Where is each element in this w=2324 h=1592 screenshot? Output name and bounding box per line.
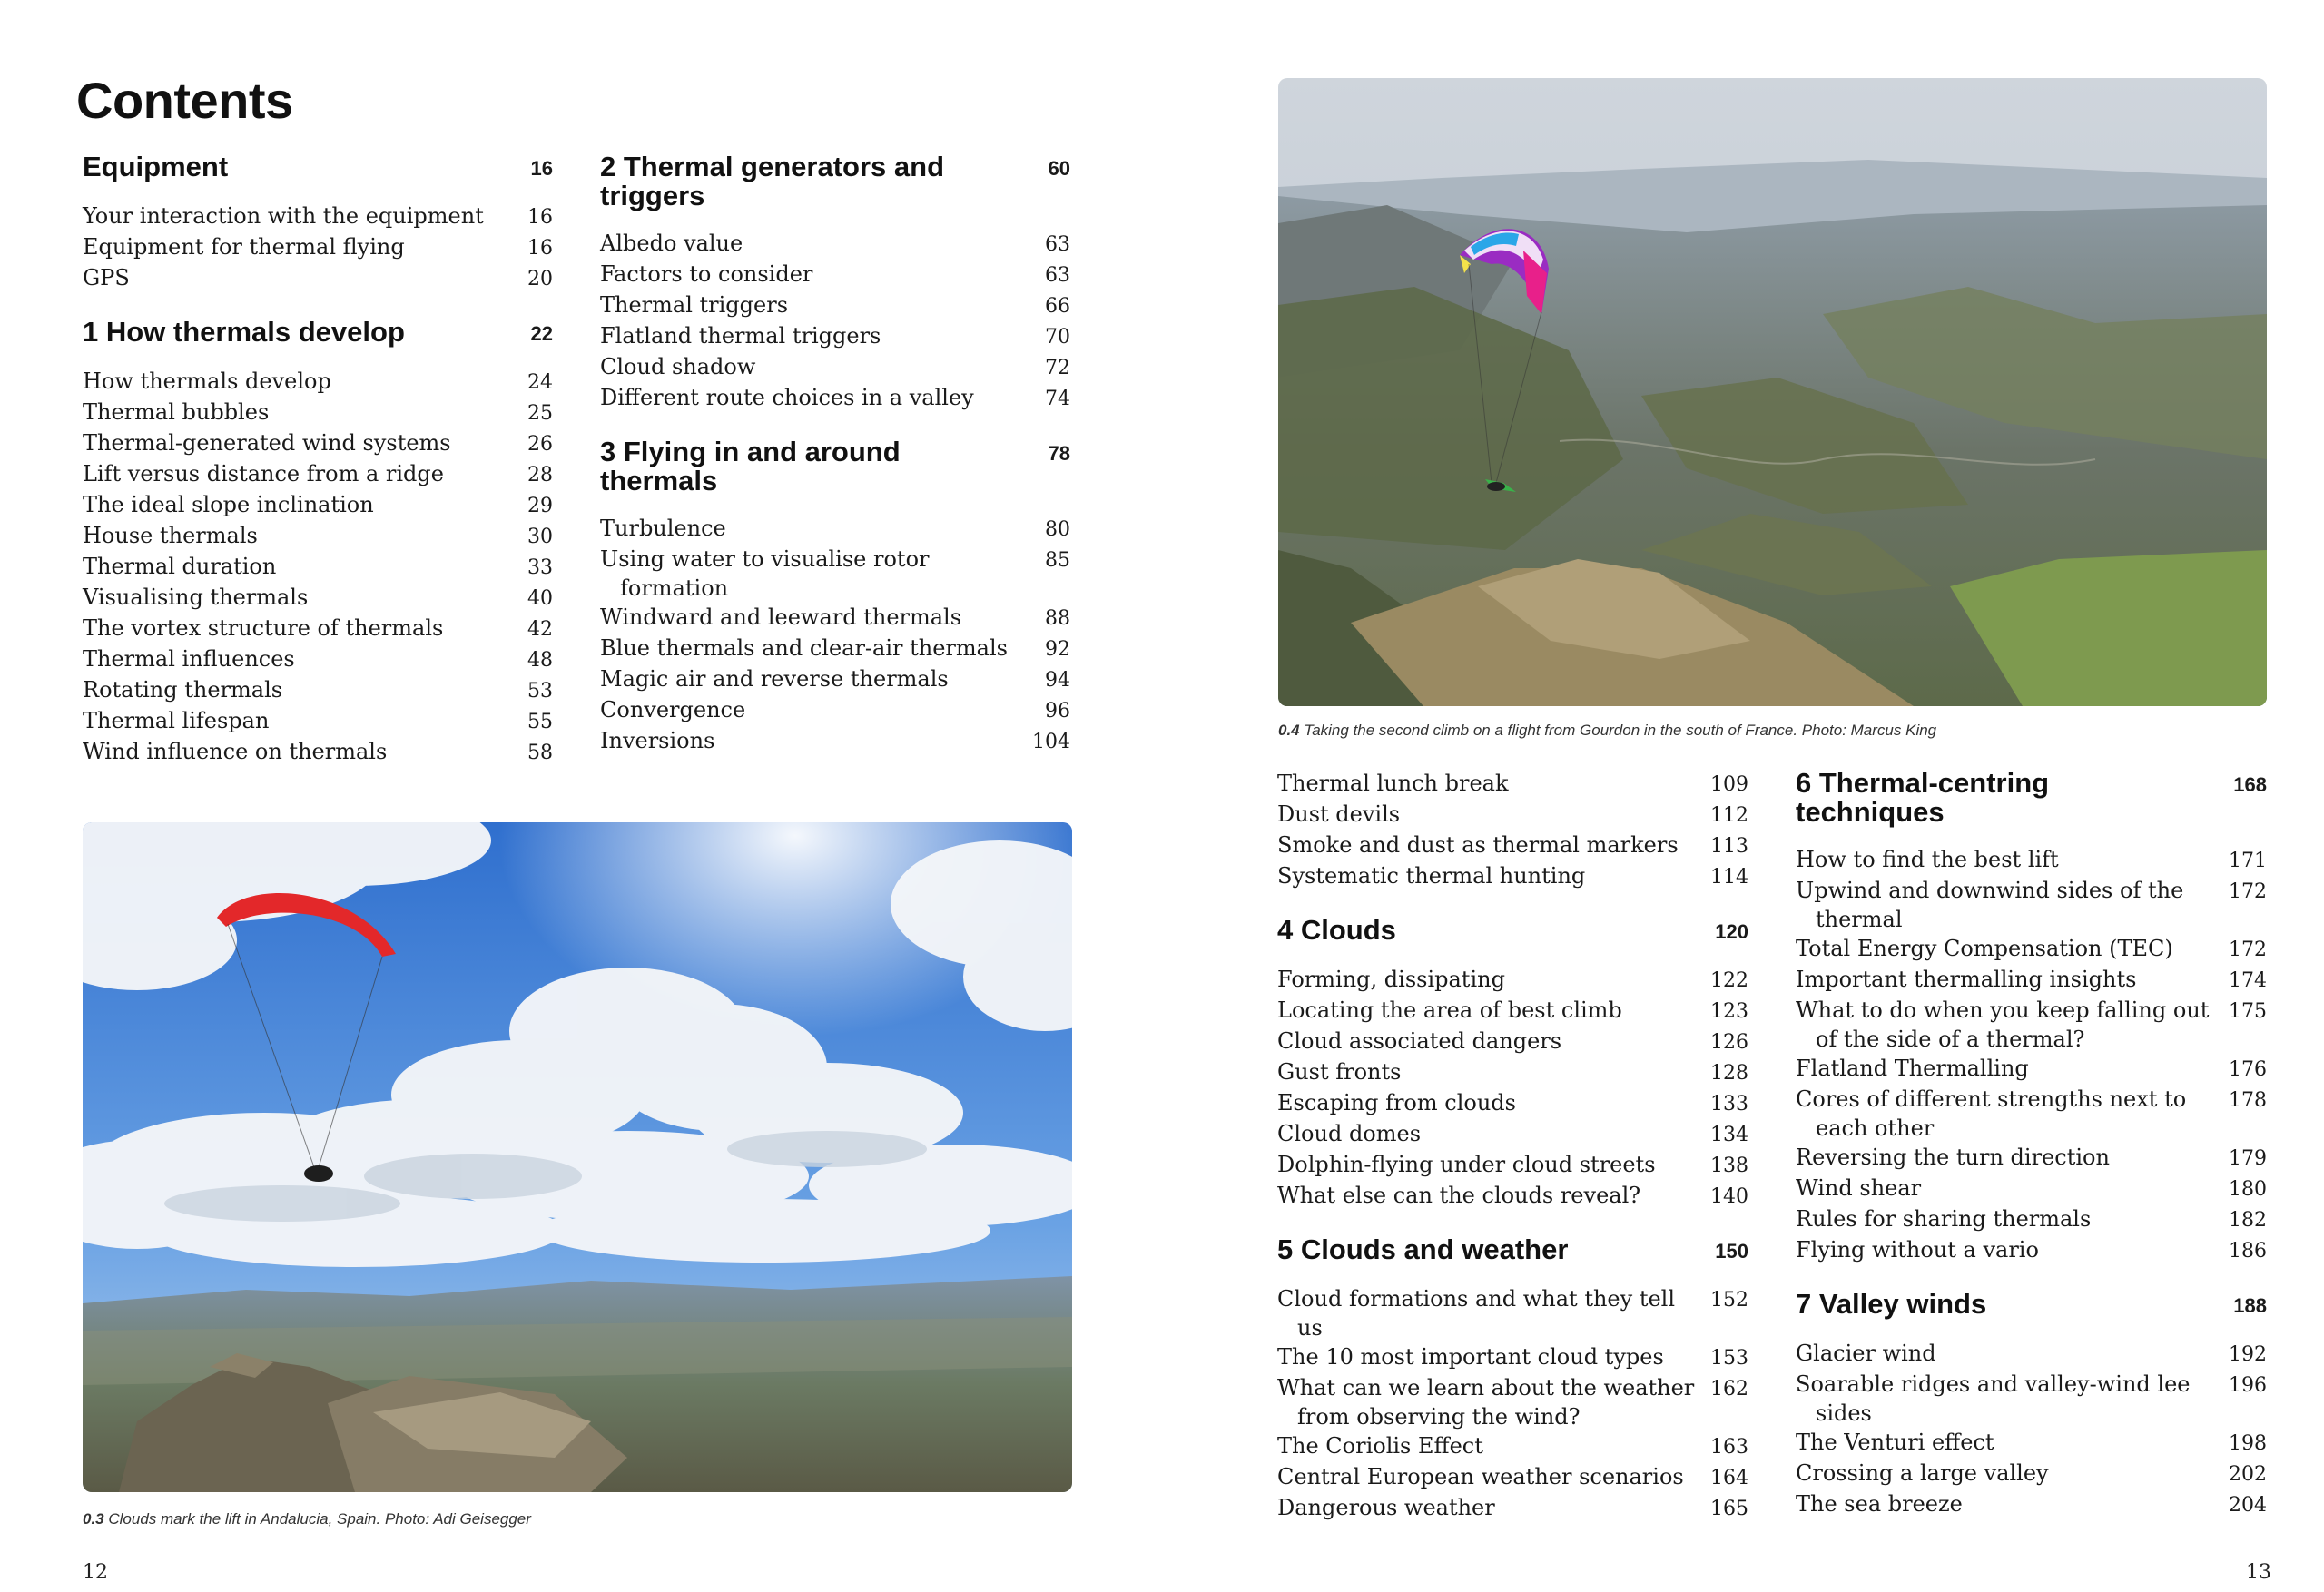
toc-entry[interactable] [1796, 845, 2267, 876]
toc-entry-page: 109 [1710, 773, 1748, 796]
section-heading[interactable] [600, 152, 1070, 211]
toc-column-2 [600, 152, 1070, 781]
toc-entry-list [1796, 845, 2267, 1266]
toc-entry-title: Lift versus distance from a ridge [83, 461, 444, 486]
photo-clouds-paraglider [83, 822, 1072, 1492]
toc-entry-page: 174 [2229, 969, 2267, 992]
toc-entry-title: Albedo value [600, 231, 743, 256]
toc-entry-title: Rotating thermals [83, 677, 283, 703]
section-title: 1 How thermals develop [83, 316, 405, 348]
toc-entry-list [83, 367, 553, 768]
toc-entry-page: 20 [527, 268, 553, 290]
section-equipment [83, 152, 553, 294]
toc-entry-page: 58 [527, 742, 553, 764]
toc-entry[interactable] [600, 695, 1070, 726]
section-1 [83, 318, 553, 768]
toc-entry-title: Rules for sharing thermals [1796, 1206, 2092, 1232]
toc-entry-title: Important thermalling insights [1796, 967, 2137, 992]
toc-entry-title: House thermals [83, 523, 258, 548]
toc-entry-page: 88 [1045, 607, 1070, 630]
toc-entry[interactable] [600, 514, 1070, 545]
toc-entry-page: 165 [1710, 1498, 1748, 1520]
toc-entry-title: Forming, dissipating [1277, 967, 1505, 992]
toc-entry[interactable] [83, 367, 553, 398]
toc-entry-page: 152 [1710, 1289, 1748, 1312]
toc-entry-title: Flatland Thermalling [1796, 1056, 2029, 1081]
toc-entry-page: 104 [1032, 731, 1070, 753]
toc-column-4 [1796, 769, 2267, 1544]
section-2 [600, 152, 1070, 414]
toc-entry-title: Gust fronts [1277, 1059, 1402, 1085]
toc-entry-page: 33 [527, 556, 553, 579]
section-page-number: 60 [1048, 157, 1070, 180]
toc-entry[interactable] [600, 664, 1070, 695]
toc-entry[interactable] [1796, 1489, 2267, 1520]
toc-entry[interactable] [83, 644, 553, 675]
toc-entry[interactable] [83, 552, 553, 583]
toc-entry-page: 172 [2229, 880, 2267, 903]
toc-entry[interactable] [1796, 996, 2267, 1054]
toc-entry-page: 122 [1710, 969, 1748, 992]
section-3-continued [1277, 769, 1748, 892]
toc-entry-title: Cores of different strengths next to each other [1796, 1086, 2187, 1141]
toc-entry-page: 85 [1045, 549, 1070, 572]
toc-entry[interactable] [83, 614, 553, 644]
toc-entry-title: What to do when you keep falling out of the side of a thermal? [1796, 997, 2210, 1052]
toc-entry-page: 175 [2229, 1000, 2267, 1023]
toc-entry-page: 164 [1710, 1467, 1748, 1489]
section-3 [600, 437, 1070, 757]
section-heading[interactable] [600, 437, 1070, 496]
toc-entry-page: 198 [2229, 1432, 2267, 1455]
toc-column-1 [83, 152, 553, 791]
toc-entry-title: Thermal lunch break [1277, 771, 1509, 796]
toc-column-3 [1277, 769, 1748, 1548]
toc-entry-page: 70 [1045, 326, 1070, 349]
toc-entry[interactable] [83, 201, 553, 232]
toc-entry[interactable] [83, 263, 553, 294]
toc-entry-list [1277, 1284, 1748, 1524]
toc-entry-title: Dolphin-flying under cloud streets [1277, 1152, 1656, 1177]
toc-entry-page: 172 [2229, 938, 2267, 961]
toc-entry[interactable] [600, 290, 1070, 321]
toc-entry-page: 204 [2229, 1494, 2267, 1517]
toc-entry-page: 66 [1045, 295, 1070, 318]
section-heading[interactable] [1796, 1290, 2267, 1321]
toc-entry-page: 202 [2229, 1463, 2267, 1486]
toc-entry-title: Using water to visualise rotor formation [600, 546, 930, 601]
caption-number: 0.4 [1278, 722, 1300, 739]
toc-entry[interactable] [83, 459, 553, 490]
toc-entry-title: The ideal slope inclination [83, 492, 374, 517]
toc-entry-page: 48 [527, 649, 553, 672]
toc-entry[interactable] [600, 634, 1070, 664]
toc-entry-title: Different route choices in a valley [600, 385, 974, 410]
toc-entry[interactable] [83, 232, 553, 263]
toc-entry-title: Thermal influences [83, 646, 295, 672]
section-title: 5 Clouds and weather [1277, 1233, 1569, 1265]
toc-entry-page: 114 [1710, 866, 1748, 889]
section-title: 7 Valley winds [1796, 1288, 1987, 1320]
caption-text: Taking the second climb on a flight from Gourdon in the south of France. Photo: Marcus King [1304, 722, 1937, 739]
page-number-left: 12 [83, 1561, 108, 1584]
toc-entry-page: 180 [2229, 1178, 2267, 1201]
toc-entry[interactable] [1277, 1088, 1748, 1119]
toc-entry-title: Dust devils [1277, 801, 1401, 827]
toc-entry-page: 26 [527, 433, 553, 456]
toc-entry[interactable] [1277, 1027, 1748, 1057]
toc-entry[interactable] [1277, 1284, 1748, 1342]
toc-entry-title: Cloud associated dangers [1277, 1028, 1562, 1054]
toc-entry-page: 134 [1710, 1124, 1748, 1146]
toc-entry-page: 96 [1045, 700, 1070, 722]
toc-entry[interactable] [1796, 1085, 2267, 1143]
toc-entry-page: 80 [1045, 518, 1070, 541]
toc-entry-list [1277, 965, 1748, 1212]
toc-entry-page: 113 [1710, 835, 1748, 858]
page-title: Contents [76, 72, 293, 129]
toc-entry-title: Cloud domes [1277, 1121, 1422, 1146]
toc-entry[interactable] [83, 675, 553, 706]
toc-entry[interactable] [83, 706, 553, 737]
toc-entry-title: The Coriolis Effect [1277, 1433, 1483, 1459]
toc-entry-title: Smoke and dust as thermal markers [1277, 832, 1679, 858]
toc-entry-title: Flying without a vario [1796, 1237, 2039, 1263]
section-page-number: 78 [1048, 442, 1070, 465]
section-heading[interactable] [1277, 916, 1748, 947]
section-page-number: 22 [530, 322, 553, 345]
toc-entry-title: Glacier wind [1796, 1341, 1936, 1366]
toc-entry[interactable] [600, 321, 1070, 352]
toc-entry[interactable] [1796, 876, 2267, 934]
toc-entry-title: The sea breeze [1796, 1491, 1963, 1517]
toc-entry-title: Cloud formations and what they tell us [1277, 1286, 1676, 1341]
toc-entry[interactable] [1796, 1174, 2267, 1204]
section-heading[interactable] [1277, 1235, 1748, 1266]
toc-entry[interactable] [83, 490, 553, 521]
section-title: 4 Clouds [1277, 914, 1396, 946]
toc-entry-title: Thermal triggers [600, 292, 789, 318]
toc-entry[interactable] [1277, 1493, 1748, 1524]
toc-entry-title: How to find the best lift [1796, 847, 2059, 872]
toc-entry[interactable] [1796, 1428, 2267, 1459]
toc-entry-title: Escaping from clouds [1277, 1090, 1516, 1115]
toc-entry-title: Thermal bubbles [83, 399, 270, 425]
section-title: 6 Thermal-centring techniques [1796, 767, 2050, 828]
toc-entry-title: Thermal-generated wind systems [83, 430, 451, 456]
toc-entry[interactable] [1796, 1204, 2267, 1235]
toc-entry-page: 74 [1045, 388, 1070, 410]
toc-entry-page: 53 [527, 680, 553, 703]
toc-entry-title: Convergence [600, 697, 746, 722]
toc-entry[interactable] [83, 583, 553, 614]
toc-entry-title: Visualising thermals [83, 585, 309, 610]
toc-entry-page: 162 [1710, 1378, 1748, 1400]
toc-entry[interactable] [1277, 1119, 1748, 1150]
toc-entry[interactable] [83, 521, 553, 552]
toc-entry[interactable] [83, 737, 553, 768]
toc-entry-title: Your interaction with the equipment [83, 203, 484, 229]
toc-entry-page: 186 [2229, 1240, 2267, 1263]
toc-entry-title: Locating the area of best climb [1277, 997, 1622, 1023]
toc-entry-page: 63 [1045, 264, 1070, 287]
toc-entry[interactable] [83, 398, 553, 428]
section-page-number: 150 [1715, 1240, 1748, 1263]
section-4 [1277, 916, 1748, 1212]
toc-entry[interactable] [1796, 934, 2267, 965]
section-heading[interactable] [1796, 769, 2267, 827]
toc-entry-title: What else can the clouds reveal? [1277, 1183, 1641, 1208]
toc-entry-title: The 10 most important cloud types [1277, 1344, 1664, 1370]
section-5 [1277, 1235, 1748, 1524]
toc-entry-page: 55 [527, 711, 553, 733]
toc-entry[interactable] [1796, 1459, 2267, 1489]
toc-entry-title: Soarable ridges and valley-wind lee sides [1796, 1371, 2191, 1426]
photo-valley-paraglider [1278, 78, 2267, 706]
section-page-number: 16 [530, 157, 553, 180]
toc-entry-page: 29 [527, 495, 553, 517]
toc-entry-page: 63 [1045, 233, 1070, 256]
toc-entry-page: 153 [1710, 1347, 1748, 1370]
toc-entry-page: 25 [527, 402, 553, 425]
toc-entry-page: 171 [2229, 850, 2267, 872]
toc-entry[interactable] [1796, 1054, 2267, 1085]
toc-entry-page: 16 [527, 237, 553, 260]
toc-entry[interactable] [600, 726, 1070, 757]
toc-entry-list [600, 229, 1070, 414]
toc-entry[interactable] [600, 603, 1070, 634]
toc-entry-page: 92 [1045, 638, 1070, 661]
toc-entry[interactable] [600, 352, 1070, 383]
toc-entry-page: 140 [1710, 1185, 1748, 1208]
toc-entry-title: Wind shear [1796, 1175, 1922, 1201]
toc-entry-title: Inversions [600, 728, 715, 753]
toc-entry[interactable] [1277, 1150, 1748, 1181]
toc-entry[interactable] [1277, 1057, 1748, 1088]
toc-entry-page: 28 [527, 464, 553, 486]
toc-entry-title: The Venturi effect [1796, 1430, 1994, 1455]
toc-entry[interactable] [1277, 1181, 1748, 1212]
toc-entry[interactable] [600, 545, 1070, 603]
toc-entry-title: GPS [83, 265, 130, 290]
toc-entry-title: Windward and leeward thermals [600, 604, 962, 630]
toc-entry-title: Thermal lifespan [83, 708, 270, 733]
toc-entry-list [83, 201, 553, 294]
toc-entry-page: 24 [527, 371, 553, 394]
toc-entry-page: 178 [2229, 1089, 2267, 1112]
section-heading[interactable] [83, 318, 553, 349]
toc-entry-title: Magic air and reverse thermals [600, 666, 949, 692]
toc-entry-page: 112 [1710, 804, 1748, 827]
toc-entry-title: Cloud shadow [600, 354, 756, 379]
toc-entry-page: 192 [2229, 1343, 2267, 1366]
section-page-number: 120 [1715, 920, 1748, 943]
toc-entry-list [1796, 1339, 2267, 1520]
section-title: 3 Flying in and around thermals [600, 436, 901, 496]
caption-number: 0.3 [83, 1510, 104, 1528]
toc-entry[interactable] [1796, 965, 2267, 996]
toc-entry-title: Turbulence [600, 516, 726, 541]
photo-caption-right [1278, 722, 1936, 740]
toc-entry-title: Crossing a large valley [1796, 1460, 2049, 1486]
toc-entry-title: Dangerous weather [1277, 1495, 1495, 1520]
toc-entry[interactable] [600, 260, 1070, 290]
toc-entry-page: 123 [1710, 1000, 1748, 1023]
toc-entry[interactable] [83, 428, 553, 459]
toc-entry-title: Reversing the turn direction [1796, 1145, 2110, 1170]
toc-entry-page: 94 [1045, 669, 1070, 692]
toc-entry-title: What can we learn about the weather from observing the wind? [1277, 1375, 1695, 1430]
toc-entry[interactable] [1796, 1339, 2267, 1370]
toc-entry[interactable] [1796, 1143, 2267, 1174]
photo-caption-left [83, 1510, 531, 1528]
section-title: Equipment [83, 151, 229, 182]
toc-entry-title: Factors to consider [600, 261, 813, 287]
toc-entry-page: 40 [527, 587, 553, 610]
toc-entry-title: Total Energy Compensation (TEC) [1796, 936, 2173, 961]
toc-entry-page: 176 [2229, 1058, 2267, 1081]
toc-entry[interactable] [600, 383, 1070, 414]
toc-entry-title: Blue thermals and clear-air thermals [600, 635, 1008, 661]
toc-entry-page: 182 [2229, 1209, 2267, 1232]
toc-entry-list [1277, 769, 1748, 892]
toc-entry[interactable] [1277, 1373, 1748, 1431]
toc-entry[interactable] [1277, 1431, 1748, 1462]
toc-entry-page: 128 [1710, 1062, 1748, 1085]
section-page-number: 188 [2233, 1294, 2267, 1317]
toc-entry[interactable] [1277, 996, 1748, 1027]
toc-entry[interactable] [1277, 769, 1748, 800]
toc-entry[interactable] [600, 229, 1070, 260]
toc-entry-page: 133 [1710, 1093, 1748, 1115]
toc-entry[interactable] [1796, 1370, 2267, 1428]
toc-entry[interactable] [1277, 1342, 1748, 1373]
toc-entry[interactable] [1277, 861, 1748, 892]
toc-entry-page: 42 [527, 618, 553, 641]
toc-entry[interactable] [1796, 1235, 2267, 1266]
toc-entry-page: 179 [2229, 1147, 2267, 1170]
toc-entry-page: 196 [2229, 1374, 2267, 1397]
section-7 [1796, 1290, 2267, 1520]
toc-entry-page: 72 [1045, 357, 1070, 379]
toc-entry-title: Central European weather scenarios [1277, 1464, 1684, 1489]
toc-entry-page: 163 [1710, 1436, 1748, 1459]
toc-entry-page: 138 [1710, 1155, 1748, 1177]
toc-entry-title: Wind influence on thermals [83, 739, 388, 764]
toc-entry-title: How thermals develop [83, 369, 331, 394]
toc-entry[interactable] [1277, 965, 1748, 996]
toc-entry-title: Flatland thermal triggers [600, 323, 881, 349]
toc-entry[interactable] [1277, 830, 1748, 861]
section-6 [1796, 769, 2267, 1266]
caption-text: Clouds mark the lift in Andalucia, Spain. Photo: Adi Geisegger [108, 1510, 531, 1528]
toc-entry-page: 126 [1710, 1031, 1748, 1054]
toc-entry-title: The vortex structure of thermals [83, 615, 444, 641]
toc-entry-page: 30 [527, 526, 553, 548]
toc-entry-title: Equipment for thermal flying [83, 234, 405, 260]
toc-entry-title: Thermal duration [83, 554, 277, 579]
section-heading[interactable] [83, 152, 553, 183]
toc-entry-page: 16 [527, 206, 553, 229]
toc-entry[interactable] [1277, 800, 1748, 830]
page-number-right: 13 [2246, 1561, 2271, 1584]
toc-entry-title: Upwind and downwind sides of the thermal [1796, 878, 2184, 932]
toc-entry-title: Systematic thermal hunting [1277, 863, 1586, 889]
toc-entry-list [600, 514, 1070, 757]
section-title: 2 Thermal generators and triggers [600, 151, 945, 211]
toc-entry[interactable] [1277, 1462, 1748, 1493]
section-page-number: 168 [2233, 773, 2267, 796]
